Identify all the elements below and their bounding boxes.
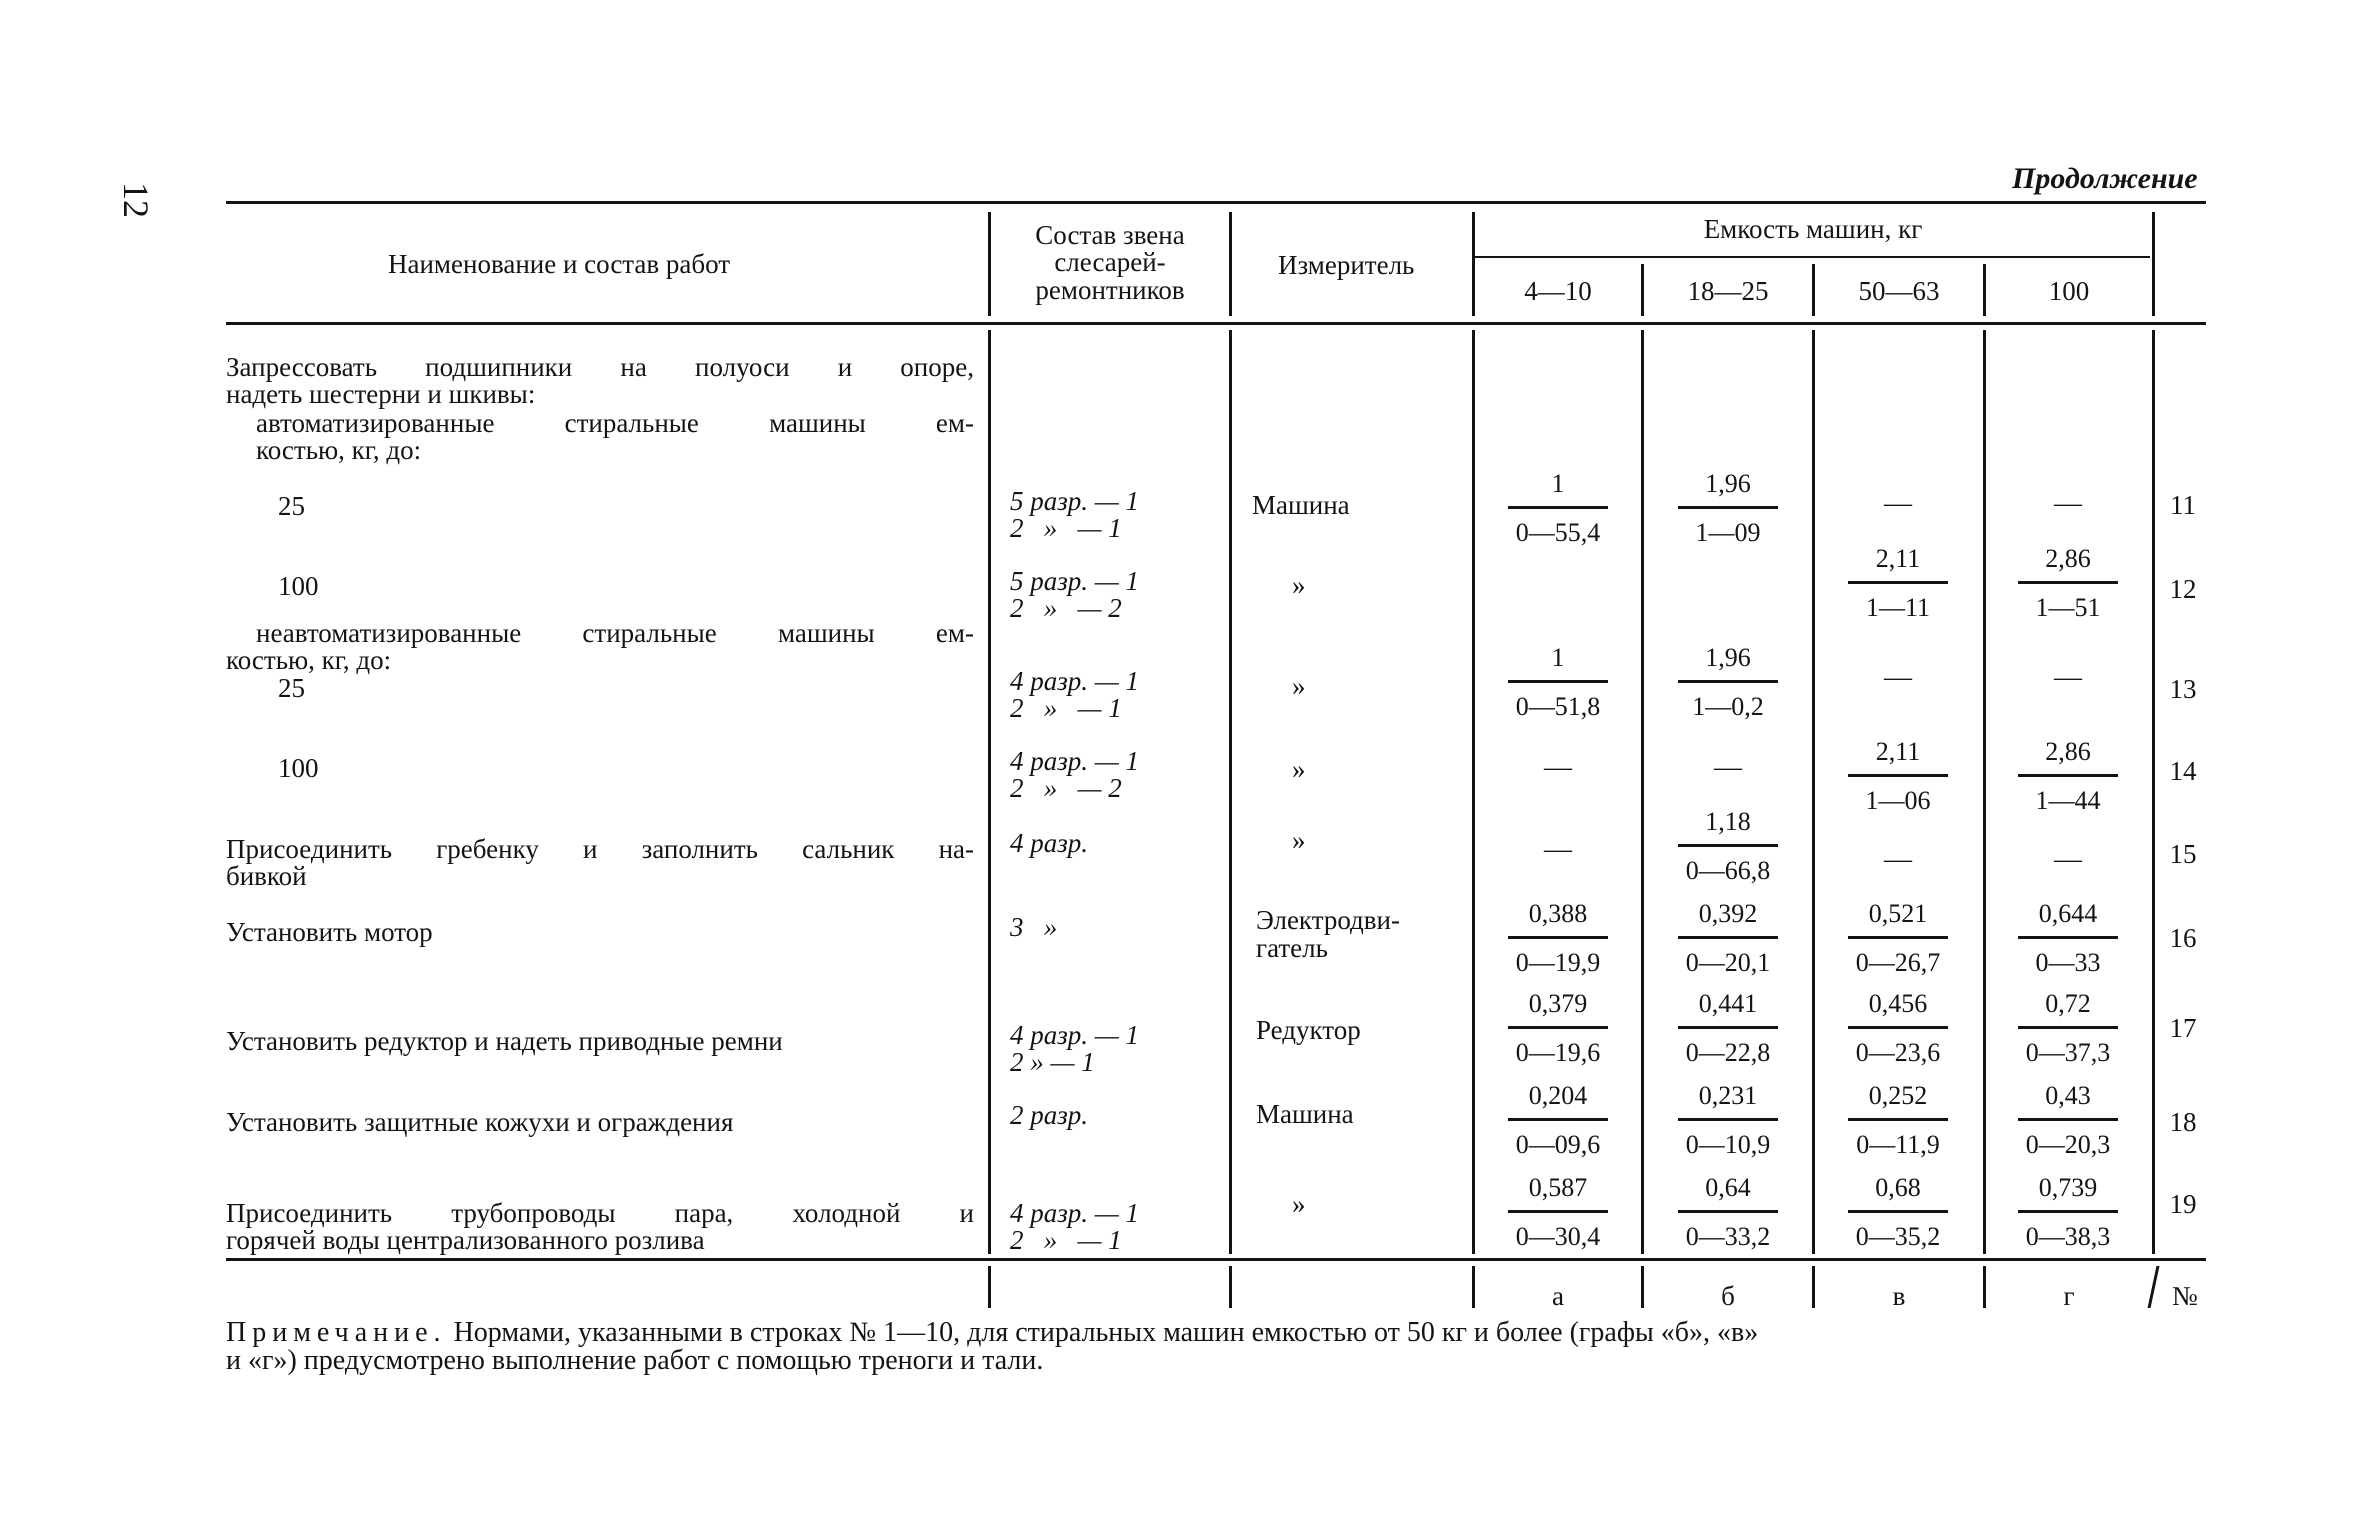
row-16-a-den: 0—19,9 bbox=[1515, 948, 1601, 977]
row-11-b-num: 1,96 bbox=[1705, 469, 1751, 498]
row-18-measure: Машина bbox=[1256, 1099, 1354, 1129]
page-number: 12 bbox=[116, 182, 156, 218]
row-18-d-den: 0—20,3 bbox=[2025, 1130, 2111, 1159]
row-14-d-num: 2,86 bbox=[2045, 737, 2091, 766]
row-11-name: 25 bbox=[278, 491, 305, 521]
row-16-b-den: 0—20,1 bbox=[1685, 948, 1771, 977]
header-cap-b: 18—25 bbox=[1687, 276, 1769, 306]
row-17-b-den: 0—22,8 bbox=[1685, 1038, 1771, 1067]
row-19-crew-2: 2 » — 1 bbox=[1010, 1225, 1122, 1255]
row-18-b-num: 0,231 bbox=[1698, 1081, 1758, 1110]
row-14-crew-2: 2 » — 2 bbox=[1010, 773, 1122, 803]
row-14-cell-c bbox=[1838, 738, 1958, 819]
row-17-b-num: 0,441 bbox=[1698, 989, 1758, 1018]
row-19-a-den: 0—30,4 bbox=[1515, 1222, 1601, 1251]
row-11-cell-a bbox=[1498, 470, 1618, 551]
row-18-a-den: 0—09,6 bbox=[1515, 1130, 1601, 1159]
row-11-a-den: 0—55,4 bbox=[1515, 518, 1601, 547]
footer-letter-b: б bbox=[1721, 1281, 1735, 1311]
row-15-cell-a: — bbox=[1544, 834, 1572, 865]
header-name: Наименование и состав работ bbox=[388, 249, 731, 279]
row-14-c-den: 1—06 bbox=[1865, 786, 1931, 815]
row-15-name-line-2: бивкой bbox=[226, 861, 307, 891]
row-17-d-num: 0,72 bbox=[2045, 989, 2091, 1018]
header-bottom-rule bbox=[226, 322, 2206, 325]
body-rule-7 bbox=[2152, 330, 2155, 1254]
row-17-name: Установить редуктор и надеть приводные ремни bbox=[226, 1026, 783, 1056]
section-nonauto-line-2: костью, кг, до: bbox=[226, 645, 392, 675]
row-12-name: 100 bbox=[278, 571, 319, 601]
row-15-cell-b bbox=[1668, 808, 1788, 889]
row-13-name: 25 bbox=[278, 673, 305, 703]
row-16-measure-1: Электродви- bbox=[1256, 905, 1400, 935]
row-19-crew-1: 4 разр. — 1 bbox=[1010, 1198, 1140, 1228]
body-rule-1 bbox=[988, 330, 991, 1254]
note-line-2: и «г») предусмотрено выполнение работ с помощью треноги и тали. bbox=[226, 1345, 1044, 1376]
row-16-number: 16 bbox=[2169, 923, 2197, 953]
row-11-number: 11 bbox=[2170, 490, 2196, 520]
row-16-cell-d bbox=[2008, 900, 2128, 981]
row-13-b-num: 1,96 bbox=[1705, 643, 1751, 672]
row-13-crew-2: 2 » — 1 bbox=[1010, 693, 1122, 723]
row-17-cell-b bbox=[1668, 990, 1788, 1071]
body-rule-4 bbox=[1641, 330, 1644, 1254]
row-16-a-num: 0,388 bbox=[1528, 899, 1588, 928]
row-14-c-num: 2,11 bbox=[1875, 737, 1921, 766]
note-text-1: Нормами, указанными в строках № 1—10, для стиральных машин емкостью от 50 кг и более (графы «б», «в» bbox=[453, 1317, 1759, 1348]
footer-letter-a: а bbox=[1552, 1281, 1564, 1311]
section-auto-line-1: автоматизированные стиральные машины ем- bbox=[256, 408, 974, 438]
row-16-c-den: 0—26,7 bbox=[1855, 948, 1941, 977]
header-cap-d: 100 bbox=[2048, 276, 2090, 306]
row-13-b-den: 1—0,2 bbox=[1692, 692, 1764, 721]
row-11-crew bbox=[1010, 488, 1160, 542]
row-19-name bbox=[226, 1200, 974, 1254]
row-17-crew-2: 2 » — 1 bbox=[1010, 1047, 1095, 1077]
foot-rule-1 bbox=[988, 1266, 991, 1308]
row-18-c-den: 0—11,9 bbox=[1856, 1130, 1940, 1159]
row-18-cell-d bbox=[2008, 1082, 2128, 1163]
row-12-crew-1: 5 разр. — 1 bbox=[1010, 566, 1140, 596]
row-13-a-den: 0—51,8 bbox=[1515, 692, 1601, 721]
section-nonauto bbox=[226, 618, 974, 675]
row-13-cell-a bbox=[1498, 644, 1618, 725]
row-19-crew bbox=[1010, 1200, 1160, 1254]
row-19-name-line-1: Присоединить трубопроводы пара, холодной и bbox=[226, 1198, 974, 1228]
header-crew-2: слесарей- bbox=[1054, 247, 1166, 277]
body-rule-2 bbox=[1229, 330, 1232, 1254]
row-15-crew bbox=[1010, 830, 1160, 857]
row-16-cell-a bbox=[1498, 900, 1618, 981]
row-16-c-num: 0,521 bbox=[1868, 899, 1928, 928]
row-15-name-line-1: Присоединить гребенку и заполнить сальник на- bbox=[226, 834, 974, 864]
row-16-measure-2: гатель bbox=[1256, 933, 1328, 963]
footer-letter-c: в bbox=[1892, 1281, 1906, 1311]
row-13-cell-d: — bbox=[2054, 662, 2082, 693]
header-cap-c: 50—63 bbox=[1858, 276, 1940, 306]
row-19-number: 19 bbox=[2169, 1189, 2197, 1219]
row-14-number: 14 bbox=[2169, 756, 2197, 786]
row-19-cell-b bbox=[1668, 1174, 1788, 1255]
row-16-cell-c bbox=[1838, 900, 1958, 981]
row-18-crew bbox=[1010, 1102, 1160, 1129]
row-11-a-num: 1 bbox=[1551, 469, 1565, 498]
row-16-d-num: 0,644 bbox=[2038, 899, 2098, 928]
row-18-b-den: 0—10,9 bbox=[1685, 1130, 1771, 1159]
row-15-measure: » bbox=[1292, 825, 1306, 855]
row-12-d-num: 2,86 bbox=[2045, 544, 2091, 573]
row-12-d-den: 1—51 bbox=[2035, 593, 2101, 622]
row-15-cell-d: — bbox=[2054, 844, 2082, 875]
row-11-cell-b bbox=[1668, 470, 1788, 551]
row-14-measure: » bbox=[1292, 754, 1306, 784]
row-11-cell-d: — bbox=[2054, 488, 2082, 519]
row-19-c-den: 0—35,2 bbox=[1855, 1222, 1941, 1251]
row-19-measure: » bbox=[1292, 1189, 1306, 1219]
row-15-number: 15 bbox=[2169, 839, 2197, 869]
foot-rule-2 bbox=[1229, 1266, 1232, 1308]
row-12-crew bbox=[1010, 568, 1160, 622]
col-rule-7 bbox=[2152, 212, 2155, 316]
row-14-cell-b: — bbox=[1714, 752, 1742, 783]
row-16-measure bbox=[1256, 906, 1400, 962]
row-18-cell-b bbox=[1668, 1082, 1788, 1163]
row-19-d-den: 0—38,3 bbox=[2025, 1222, 2111, 1251]
section-auto-line-2: костью, кг, до: bbox=[256, 435, 422, 465]
row-14-cell-a: — bbox=[1544, 752, 1572, 783]
row-11-cell-c: — bbox=[1884, 488, 1912, 519]
capacity-header-rule bbox=[1474, 256, 2150, 258]
row-19-cell-a bbox=[1498, 1174, 1618, 1255]
section-press-line-1: Запрессовать подшипники на полуоси и опоре, bbox=[226, 352, 974, 382]
row-15-cell-c: — bbox=[1884, 844, 1912, 875]
row-18-cell-c bbox=[1838, 1082, 1958, 1163]
footer-number-sign: № bbox=[2172, 1281, 2198, 1311]
header-cap-a: 4—10 bbox=[1524, 276, 1592, 306]
row-19-b-den: 0—33,2 bbox=[1685, 1222, 1771, 1251]
row-14-crew bbox=[1010, 748, 1160, 802]
row-13-crew-1: 4 разр. — 1 bbox=[1010, 666, 1140, 696]
row-16-crew-1: 3 » bbox=[1010, 912, 1058, 942]
row-18-crew-1: 2 разр. bbox=[1010, 1100, 1089, 1130]
row-12-cell-d bbox=[2008, 545, 2128, 626]
row-16-crew bbox=[1010, 914, 1160, 941]
row-18-cell-a bbox=[1498, 1082, 1618, 1163]
table-top-rule bbox=[226, 201, 2206, 204]
row-18-a-num: 0,204 bbox=[1528, 1081, 1588, 1110]
col-rule-1 bbox=[988, 212, 991, 316]
row-18-c-num: 0,252 bbox=[1868, 1081, 1928, 1110]
row-16-d-den: 0—33 bbox=[2035, 948, 2101, 977]
row-19-a-num: 0,587 bbox=[1528, 1173, 1588, 1202]
body-rule-6 bbox=[1983, 330, 1986, 1254]
body-rule-3 bbox=[1472, 330, 1475, 1254]
row-14-d-den: 1—44 bbox=[2035, 786, 2101, 815]
body-bottom-rule bbox=[226, 1258, 2206, 1261]
row-17-crew bbox=[1010, 1022, 1160, 1076]
row-13-measure: » bbox=[1292, 671, 1306, 701]
row-19-cell-d bbox=[2008, 1174, 2128, 1255]
row-18-number: 18 bbox=[2169, 1107, 2197, 1137]
row-17-cell-c bbox=[1838, 990, 1958, 1071]
row-16-name: Установить мотор bbox=[226, 917, 433, 947]
row-13-cell-b bbox=[1668, 644, 1788, 725]
row-12-cell-c bbox=[1838, 545, 1958, 626]
continuation-label: Продолжение bbox=[2012, 162, 2198, 195]
row-13-number: 13 bbox=[2169, 674, 2197, 704]
row-13-a-num: 1 bbox=[1551, 643, 1565, 672]
row-13-crew bbox=[1010, 668, 1160, 722]
row-19-b-num: 0,64 bbox=[1705, 1173, 1751, 1202]
row-15-b-den: 0—66,8 bbox=[1685, 856, 1771, 885]
body-rule-5 bbox=[1812, 330, 1815, 1254]
row-18-name: Установить защитные кожухи и ограждения bbox=[226, 1107, 734, 1137]
row-14-crew-1: 4 разр. — 1 bbox=[1010, 746, 1140, 776]
header-measure: Измеритель bbox=[1278, 250, 1415, 280]
row-19-cell-c bbox=[1838, 1174, 1958, 1255]
row-19-c-num: 0,68 bbox=[1875, 1173, 1921, 1202]
section-press bbox=[226, 354, 974, 408]
header-crew-3: ремонтников bbox=[1035, 275, 1185, 305]
footer-letter-d: г bbox=[2063, 1281, 2075, 1311]
row-13-cell-c: — bbox=[1884, 662, 1912, 693]
row-11-measure: Машина bbox=[1252, 490, 1350, 520]
row-17-number: 17 bbox=[2169, 1013, 2197, 1043]
row-15-crew-1: 4 разр. bbox=[1010, 828, 1089, 858]
row-17-cell-a bbox=[1498, 990, 1618, 1071]
row-11-b-den: 1—09 bbox=[1695, 518, 1761, 547]
row-14-name: 100 bbox=[278, 753, 319, 783]
row-12-c-num: 2,11 bbox=[1875, 544, 1921, 573]
row-15-name bbox=[226, 836, 974, 890]
section-auto bbox=[256, 410, 974, 464]
section-press-line-2: надеть шестерни и шкивы: bbox=[226, 379, 536, 409]
row-17-a-den: 0—19,6 bbox=[1515, 1038, 1601, 1067]
row-17-measure: Редуктор bbox=[1256, 1015, 1361, 1045]
section-nonauto-line-1: неавтоматизированные стиральные машины ем- bbox=[256, 618, 974, 648]
header-crew-1: Состав звена bbox=[1035, 220, 1185, 250]
row-19-d-num: 0,739 bbox=[2038, 1173, 2098, 1202]
note-label: Примечание. bbox=[226, 1317, 447, 1348]
row-17-cell-d bbox=[2008, 990, 2128, 1071]
row-12-crew-2: 2 » — 2 bbox=[1010, 593, 1122, 623]
row-11-crew-1: 5 разр. — 1 bbox=[1010, 486, 1140, 516]
row-14-cell-d bbox=[2008, 738, 2128, 819]
row-12-measure: » bbox=[1292, 570, 1306, 600]
row-17-c-den: 0—23,6 bbox=[1855, 1038, 1941, 1067]
row-12-number: 12 bbox=[2169, 574, 2197, 604]
row-17-d-den: 0—37,3 bbox=[2025, 1038, 2111, 1067]
row-11-crew-2: 2 » — 1 bbox=[1010, 513, 1122, 543]
note-line-1 bbox=[226, 1318, 1758, 1347]
row-17-c-num: 0,456 bbox=[1868, 989, 1928, 1018]
row-17-crew-1: 4 разр. — 1 bbox=[1010, 1020, 1140, 1050]
header-capacity: Емкость машин, кг bbox=[1703, 214, 1923, 244]
row-18-d-num: 0,43 bbox=[2045, 1081, 2091, 1110]
row-16-cell-b bbox=[1668, 900, 1788, 981]
col-rule-2 bbox=[1229, 212, 1232, 316]
row-17-a-num: 0,379 bbox=[1528, 989, 1588, 1018]
row-19-name-line-2: горячей воды централизованного розлива bbox=[226, 1225, 705, 1255]
row-12-c-den: 1—11 bbox=[1865, 593, 1931, 622]
row-16-b-num: 0,392 bbox=[1698, 899, 1758, 928]
row-15-b-num: 1,18 bbox=[1705, 807, 1751, 836]
